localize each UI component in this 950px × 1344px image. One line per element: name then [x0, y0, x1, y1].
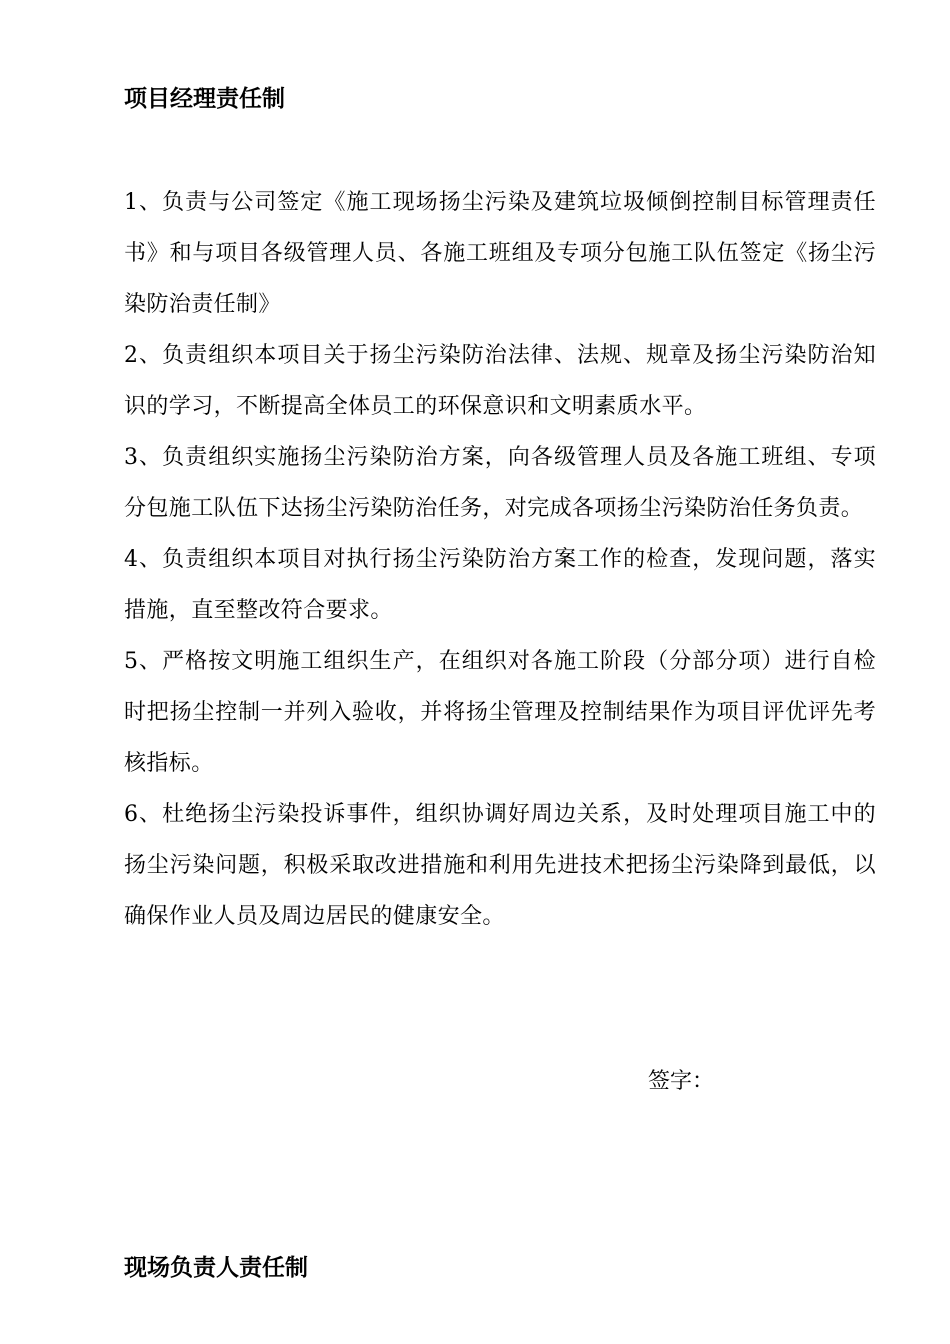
clause-2: 2、负责组织本项目关于扬尘污染防治法律、法规、规章及扬尘污染防治知识的学习，不断提高全体员工的环保意识和文明素质水平。	[124, 343, 876, 419]
clause-1: 1、负责与公司签定《施工现场扬尘污染及建筑垃圾倾倒控制目标管理责任书》和与项目各级管理人员、各施工班组及专项分包施工队伍签定《扬尘污染防治责任制》	[124, 190, 876, 317]
signature-label: 签字：	[648, 1069, 715, 1094]
clause-3: 3、负责组织实施扬尘污染防治方案，向各级管理人员及各施工班组、专项分包施工队伍下达扬尘污染防治任务，对完成各项扬尘污染防治任务负责。	[124, 445, 876, 521]
document-title: 项目经理责任制	[124, 86, 285, 112]
next-section-title: 现场负责人责任制	[124, 1255, 308, 1281]
document-body	[124, 177, 876, 942]
clause-4: 4、负责组织本项目对执行扬尘污染防治方案工作的检查，发现问题，落实措施，直至整改符合要求。	[124, 547, 876, 623]
clause-5: 5、严格按文明施工组织生产，在组织对各施工阶段（分部分项）进行自检时把扬尘控制一并列入验收，并将扬尘管理及控制结果作为项目评优评先考核指标。	[124, 649, 876, 776]
clause-6: 6、杜绝扬尘污染投诉事件，组织协调好周边关系，及时处理项目施工中的扬尘污染问题，积极采取改进措施和利用先进技术把扬尘污染降到最低，以确保作业人员及周边居民的健康安全。	[124, 802, 876, 929]
